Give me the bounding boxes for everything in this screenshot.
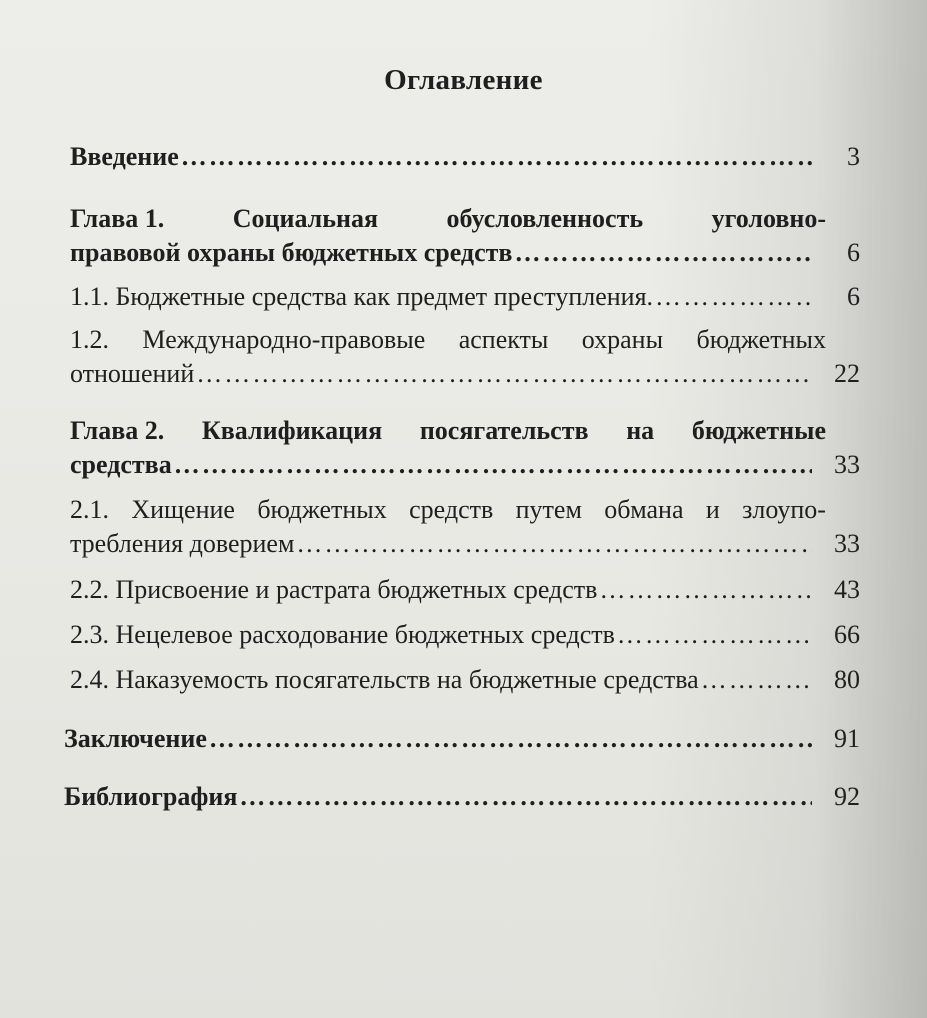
entry-text: правовой охраны бюджетных средств [70, 238, 513, 267]
toc-entry-conclusion [64, 722, 860, 756]
page-number: 6 [847, 282, 860, 311]
page-number: 6 [847, 238, 860, 267]
dot-leader [701, 663, 812, 697]
entry-text: отношений [70, 359, 195, 388]
entry-text: Заключение [64, 724, 207, 753]
entry-line-1: Глава 1. Социальная обусловленность уголовно- [70, 204, 826, 233]
entry-text: средства [70, 450, 172, 479]
dot-leader [181, 140, 812, 174]
dot-leader [174, 448, 812, 482]
toc-entry-introduction [70, 140, 860, 174]
entry-text: 1.1. Бюджетные средства как предмет преступления. [70, 282, 654, 311]
entry-text: Введение [70, 142, 179, 171]
entry-text: Библиография [64, 782, 238, 811]
dot-leader [239, 780, 812, 814]
entry-line-1: Глава 2. Квалификация посягательств на бюджетные [70, 416, 826, 445]
page-number: 43 [834, 575, 860, 604]
page-number: 91 [834, 724, 860, 753]
entry-text: требления доверием [70, 529, 295, 558]
toc-title: Оглавление [384, 64, 543, 96]
page-number: 66 [834, 620, 860, 649]
toc-entry-section-1-1 [70, 280, 860, 314]
entry-line-1: 2.1. Хищение бюджетных средств путем обмана и злоупо- [70, 495, 826, 524]
dot-leader [296, 527, 812, 561]
page-number: 22 [834, 359, 860, 388]
entry-text: 2.4. Наказуемость посягательств на бюджетные средства [70, 665, 699, 694]
toc-entry-section-2-3 [70, 618, 860, 652]
dot-leader [617, 618, 812, 652]
toc-entry-section-2-1 [70, 493, 860, 561]
toc-entry-section-2-4 [70, 663, 860, 697]
dot-leader [196, 357, 812, 391]
dot-leader [209, 722, 812, 756]
page-number: 80 [834, 665, 860, 694]
page-number: 3 [847, 142, 860, 171]
dot-leader [599, 573, 812, 607]
page-number: 33 [834, 529, 860, 558]
dot-leader [514, 236, 812, 270]
entry-line-1: 1.2. Международно-правовые аспекты охраны бюджетных [70, 325, 826, 354]
toc-entry-chapter-2 [70, 414, 860, 482]
entry-text: 2.3. Нецелевое расходование бюджетных средств [70, 620, 615, 649]
toc-entry-section-1-2 [70, 323, 860, 391]
toc-entry-section-2-2 [70, 573, 860, 607]
page-number: 92 [834, 782, 860, 811]
toc-entry-bibliography [64, 780, 860, 814]
entry-text: 2.2. Присвоение и растрата бюджетных средств [70, 575, 598, 604]
dot-leader [655, 280, 812, 314]
page-number: 33 [834, 450, 860, 479]
toc-entry-chapter-1 [70, 202, 860, 270]
